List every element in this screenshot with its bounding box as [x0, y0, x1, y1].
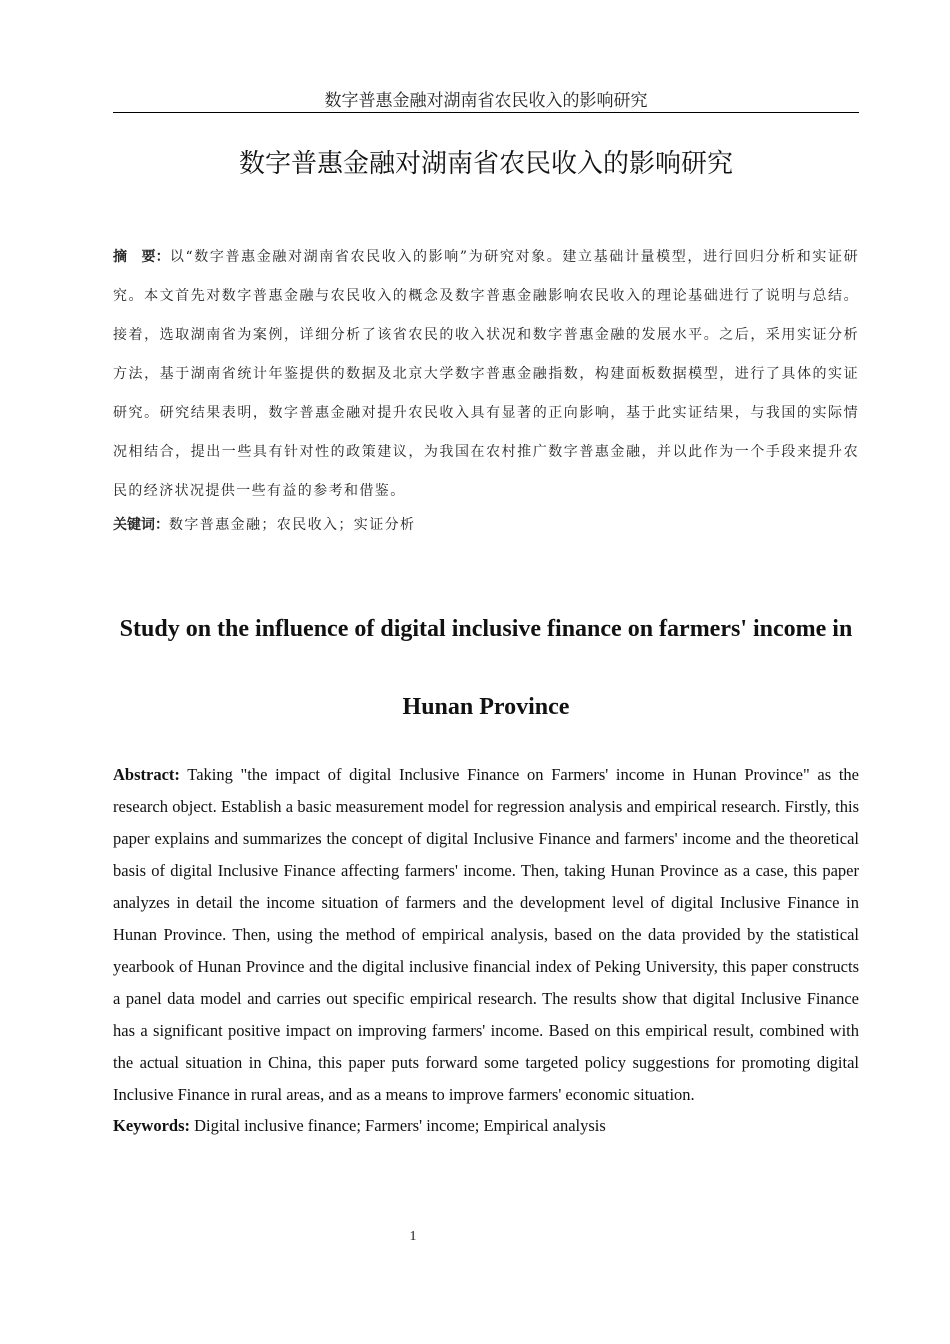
chinese-abstract-label-a: 摘	[113, 249, 128, 265]
header-rule	[113, 112, 859, 113]
page-number: 1	[409, 1229, 417, 1244]
english-abstract-text: Taking "the impact of digital Inclusive Finance on Farmers' income in Hunan Province" as the research object. Establish a basic measurement model for regression analysis and empirical research. Firstly, this paper explains and summarizes the concept of digital Inclusive Finance and farmers' income and the theoretical basis of digital Inclusive Finance affecting farmers' income. Then, taking Hunan Province as a case, this paper analyzes in detail the income situation of farmers and the development level of digital Inclusive Finance in Hunan Province. Then, using the method of empirical analysis, based on the data provided by the statistical yearbook of Hunan Province and the digital inclusive financial index of Peking University, this paper constructs a panel data model and carries out specific empirical research. The results show that digital Inclusive Finance has a significant positive impact on improving farmers' income. Based on this empirical result, combined with the actual situation in China, this paper puts forward some targeted policy suggestions for promoting digital Inclusive Finance in rural areas, and as a means to improve farmers' economic situation.	[113, 765, 859, 1104]
chinese-keywords-label: 关键词：	[113, 517, 169, 533]
english-abstract-label: Abstract:	[113, 765, 180, 784]
english-keywords	[113, 1110, 859, 1142]
chinese-title: 数字普惠金融对湖南省农民收入的影响研究	[238, 149, 733, 179]
english-abstract	[113, 759, 859, 1111]
chinese-abstract-label-b: 要：	[141, 249, 170, 265]
english-keywords-text: Digital inclusive finance; Farmers' income; Empirical analysis	[190, 1116, 606, 1135]
chinese-abstract-text: 以“数字普惠金融对湖南省农民收入的影响”为研究对象。建立基础计量模型，进行回归分析和实证研究。本文首先对数字普惠金融与农民收入的概念及数字普惠金融影响农民收入的理论基础进行了说明与总结。接着，选取湖南省为案例，详细分析了该省农民的收入状况和数字普惠金融的发展水平。之后，采用实证分析方法，基于湖南省统计年鉴提供的数据及北京大学数字普惠金融指数，构建面板数据模型，进行了具体的实证研究。研究结果表明，数字普惠金融对提升农民收入具有显著的正向影响，基于此实证结果，与我国的实际情况相结合，提出一些具有针对性的政策建议，为我国在农村推广数字普惠金融，并以此作为一个手段来提升农民的经济状况提供一些有益的参考和借鉴。	[113, 249, 860, 499]
english-keywords-label: Keywords:	[113, 1116, 190, 1135]
chinese-abstract	[113, 238, 859, 511]
chinese-keywords	[113, 512, 859, 538]
running-header: 数字普惠金融对湖南省农民收入的影响研究	[324, 91, 648, 111]
chinese-abstract-label	[113, 249, 170, 265]
chinese-keywords-text: 数字普惠金融；农民收入；实证分析	[169, 517, 416, 533]
english-title: Study on the influence of digital inclusive finance on farmers' income in Hunan Province	[119, 616, 853, 720]
